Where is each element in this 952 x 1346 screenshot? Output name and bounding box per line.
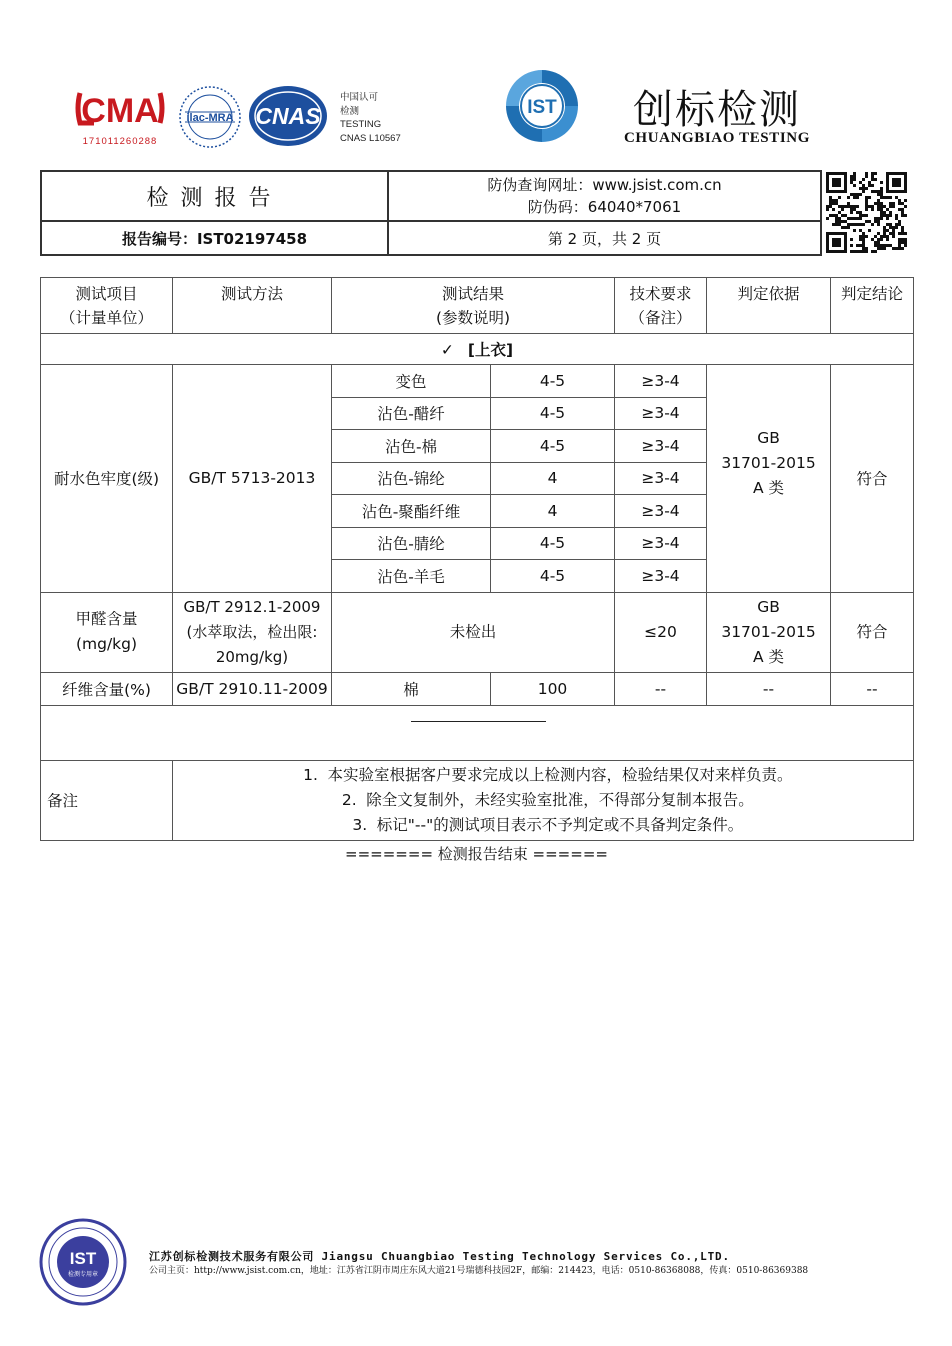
result-value: 4 xyxy=(491,462,615,495)
cma-logo-text: CMA xyxy=(81,92,159,130)
requirement-value: ≥3-4 xyxy=(615,527,707,560)
seal-sub-text: 检测专用章 xyxy=(67,1271,99,1278)
ist-logo-text: IST xyxy=(527,97,557,118)
fiber-item: 纤维含量(%) xyxy=(41,672,173,705)
requirement-value: ≥3-4 xyxy=(615,495,707,528)
page-info: 第 2 页，共 2 页 xyxy=(547,229,662,248)
formaldehyde-conclusion: 符合 xyxy=(831,592,914,672)
remarks-label: 备注 xyxy=(41,760,173,840)
remark-item: 3. 标记"--"的测试项目表示不予判定或不具备判定条件。 xyxy=(352,815,744,834)
anti-fake-code: 防伪码：64040*7061 xyxy=(527,198,682,216)
category-label: [上衣] xyxy=(467,341,514,359)
table-row xyxy=(41,365,914,398)
cnas-logo xyxy=(247,84,329,148)
anti-fake-info xyxy=(389,172,820,222)
fiber-conclusion: -- xyxy=(831,672,914,705)
water-fastness-method: GB/T 5713-2013 xyxy=(173,365,332,593)
water-fastness-item: 耐水色牢度(级) xyxy=(41,365,173,593)
result-value: 4-5 xyxy=(491,527,615,560)
formaldehyde-basis: GB 31701-2015 A 类 xyxy=(707,592,831,672)
result-value: 4-5 xyxy=(491,365,615,398)
report-header xyxy=(40,170,822,256)
cnas-line: TESTING xyxy=(340,119,382,130)
fiber-row xyxy=(41,672,914,705)
cma-number: 171011260288 xyxy=(82,136,158,147)
col-header-method: 测试方法 xyxy=(173,278,332,334)
col-header-requirement: 技术要求 （备注） xyxy=(615,278,707,334)
footer-address: 公司主页：http://www.jsist.com.cn，地址：江苏省江阴市周庄东风大道21号瑞德科技园2F，邮编：214423，电话：0510-86368088，传真：0510-86369388 xyxy=(149,1266,809,1276)
remarks-list xyxy=(173,760,914,840)
ilac-logo-text: ilac-MRA xyxy=(186,112,234,124)
remark-item: 1. 本实验室根据客户要求完成以上检测内容，检验结果仅对来样负责。 xyxy=(303,765,793,784)
fiber-value: 100 xyxy=(491,672,615,705)
result-param: 沾色-腈纶 xyxy=(332,527,491,560)
ist-seal-icon xyxy=(38,1217,128,1307)
cma-logo xyxy=(74,85,166,131)
seal-main-text: IST xyxy=(69,1249,97,1268)
fiber-method: GB/T 2910.11-2009 xyxy=(173,672,332,705)
requirement-value: ≥3-4 xyxy=(615,365,707,398)
requirement-value: ≥3-4 xyxy=(615,560,707,593)
requirement-value: ≥3-4 xyxy=(615,397,707,430)
formaldehyde-row xyxy=(41,592,914,672)
result-value: 4-5 xyxy=(491,560,615,593)
check-icon: ✓ xyxy=(440,341,454,359)
water-fastness-conclusion: 符合 xyxy=(831,365,914,593)
result-param: 沾色-聚酯纤维 xyxy=(332,495,491,528)
report-number: 报告编号：IST02197458 xyxy=(42,222,389,254)
result-value: 4 xyxy=(491,495,615,528)
report-title: 检测报告 xyxy=(42,172,389,222)
footer-company: 江苏创标检测技术服务有限公司 Jiangsu Chuangbiao Testing Technology Services Co.,LTD. xyxy=(149,1250,730,1263)
cnas-line: 中国认可 xyxy=(340,92,379,103)
table-header-row xyxy=(41,278,914,334)
qr-code-icon[interactable] xyxy=(826,172,907,253)
cnas-line: CNAS L10567 xyxy=(340,132,401,144)
water-fastness-basis: GB 31701-2015 A 类 xyxy=(707,365,831,593)
col-header-result: 测试结果 (参数说明) xyxy=(332,278,615,334)
fiber-basis: -- xyxy=(707,672,831,705)
remarks-row xyxy=(41,760,914,840)
report-end-marker: ======= 检测报告结束 ====== xyxy=(345,845,608,863)
formaldehyde-requirement: ≤20 xyxy=(615,592,707,672)
cnas-logo-text: CNAS xyxy=(255,103,321,129)
result-param: 沾色-羊毛 xyxy=(332,560,491,593)
ilac-mra-logo xyxy=(177,84,243,150)
result-param: 沾色-醋纤 xyxy=(332,397,491,430)
end-rule-divider xyxy=(411,721,546,722)
result-param: 沾色-棉 xyxy=(332,430,491,463)
col-header-item: 测试项目 （计量单位） xyxy=(41,278,173,334)
results-table xyxy=(40,277,914,841)
result-param: 变色 xyxy=(332,365,491,398)
formaldehyde-method: GB/T 2912.1-2009 (水萃取法，检出限: 20mg/kg) xyxy=(173,592,332,672)
formaldehyde-item: 甲醛含量 (mg/kg) xyxy=(41,592,173,672)
cnas-line: 检测 xyxy=(340,105,360,117)
requirement-value: ≥3-4 xyxy=(615,430,707,463)
fiber-param: 棉 xyxy=(332,672,491,705)
formaldehyde-result: 未检出 xyxy=(332,592,615,672)
brand-name-en: CHUANGBIAO TESTING xyxy=(624,130,810,146)
cnas-accreditation-text xyxy=(340,91,401,145)
result-value: 4-5 xyxy=(491,430,615,463)
category-row xyxy=(41,334,914,365)
result-value: 4-5 xyxy=(491,397,615,430)
ist-logo xyxy=(503,67,581,145)
fiber-requirement: -- xyxy=(615,672,707,705)
col-header-basis: 判定依据 xyxy=(707,278,831,334)
brand-name-cn: 创标检测 xyxy=(633,87,801,133)
blank-row xyxy=(41,705,914,760)
result-param: 沾色-锦纶 xyxy=(332,462,491,495)
verification-url[interactable]: 防伪查询网址：www.jsist.com.cn xyxy=(487,176,722,194)
remark-item: 2. 除全文复制外，未经实验室批准，不得部分复制本报告。 xyxy=(341,790,754,809)
requirement-value: ≥3-4 xyxy=(615,462,707,495)
col-header-conclusion: 判定结论 xyxy=(831,278,914,334)
